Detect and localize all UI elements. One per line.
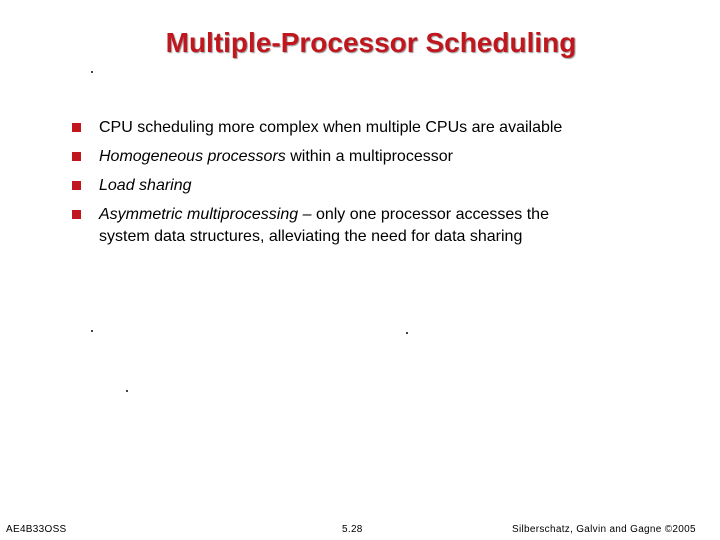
bullet-item	[70, 204, 590, 248]
slide-title: Multiple-Processor Scheduling	[165, 27, 577, 58]
bullet-list	[70, 117, 590, 255]
artifact-dot	[91, 330, 93, 332]
artifact-dot	[406, 332, 408, 334]
footer-copyright: Silberschatz, Galvin and Gagne ©2005	[512, 524, 696, 535]
bullet-emphasis: Load sharing	[99, 177, 192, 194]
bullet-item	[70, 117, 590, 139]
artifact-dot	[91, 71, 93, 73]
bullet-item	[70, 175, 590, 197]
bullet-item	[70, 146, 590, 168]
bullet-text: within a multiprocessor	[285, 148, 453, 165]
bullet-text: CPU scheduling more complex when multiple CPUs are available	[99, 119, 563, 136]
footer-course: AE4B33OSS	[6, 524, 67, 535]
bullet-text: – only one processor accesses the system data structures, alleviating the need for data sharing	[99, 206, 549, 245]
bullet-emphasis: Homogeneous processors	[99, 148, 286, 165]
square-bullet-icon	[72, 181, 81, 190]
bullet-emphasis: Asymmetric multiprocessing	[99, 206, 299, 223]
square-bullet-icon	[72, 210, 81, 219]
artifact-dot	[126, 390, 128, 392]
square-bullet-icon	[72, 152, 81, 161]
square-bullet-icon	[72, 123, 81, 132]
footer-page-number: 5.28	[342, 524, 363, 535]
